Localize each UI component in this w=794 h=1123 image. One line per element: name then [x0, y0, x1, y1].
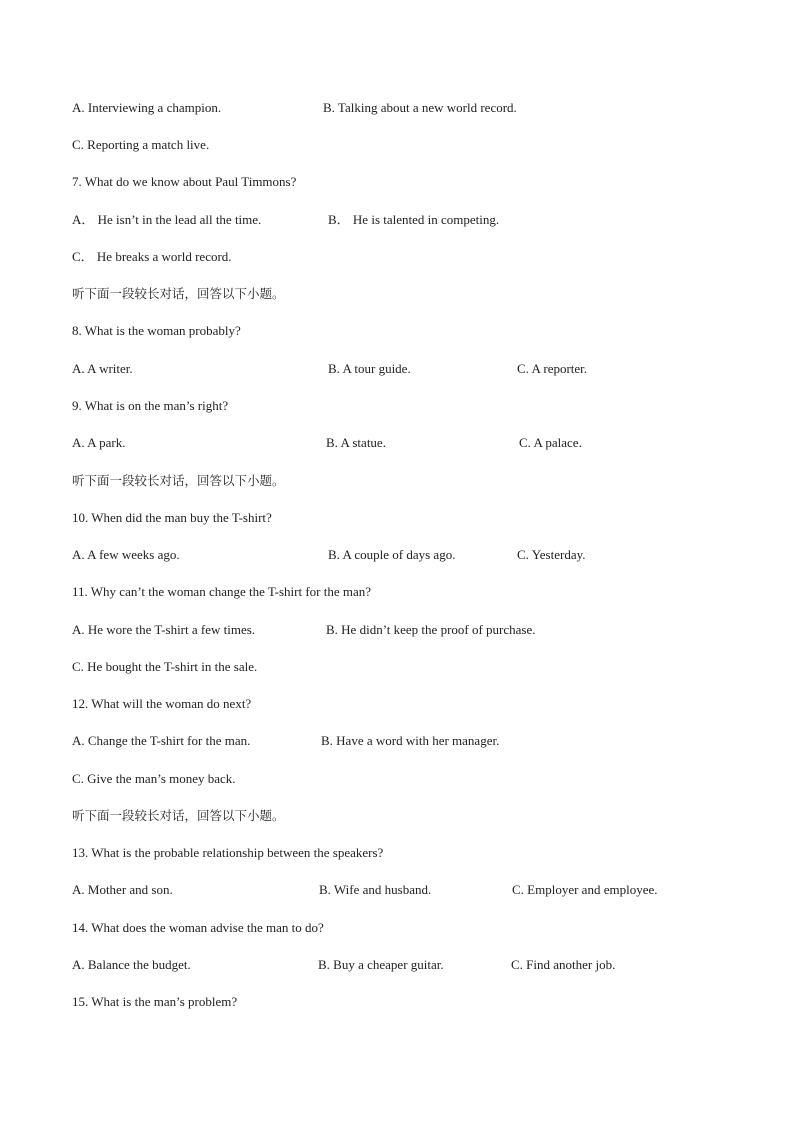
- option-a[interactable]: A. Mother and son.: [72, 882, 173, 897]
- question-10: 10. When did the man buy the T-shirt?: [72, 510, 272, 525]
- option-a[interactable]: A. A few weeks ago.: [72, 547, 180, 562]
- option-a[interactable]: A． He isn’t in the lead all the time.: [72, 212, 262, 227]
- option-c[interactable]: C． He breaks a world record.: [72, 249, 232, 264]
- option-a[interactable]: A. Interviewing a champion.: [72, 100, 222, 115]
- option-b[interactable]: B. Talking about a new world record.: [323, 100, 517, 115]
- option-a[interactable]: A. A park.: [72, 435, 126, 450]
- option-c[interactable]: C. Employer and employee.: [512, 882, 658, 897]
- option-b[interactable]: B． He is talented in competing.: [328, 212, 500, 227]
- option-a[interactable]: A. A writer.: [72, 361, 133, 376]
- option-c[interactable]: C. He bought the T-shirt in the sale.: [72, 659, 258, 674]
- option-b[interactable]: B. A tour guide.: [328, 361, 411, 376]
- question-15: 15. What is the man’s problem?: [72, 994, 238, 1009]
- option-b[interactable]: B. Wife and husband.: [319, 882, 432, 897]
- option-b[interactable]: B. A couple of days ago.: [328, 547, 456, 562]
- question-12: 12. What will the woman do next?: [72, 696, 252, 711]
- option-b[interactable]: B. Have a word with her manager.: [321, 733, 500, 748]
- option-c[interactable]: C. Yesterday.: [517, 547, 586, 562]
- option-a[interactable]: A. Change the T-shirt for the man.: [72, 733, 251, 748]
- section-heading: 听下面一段较长对话，回答以下小题。: [72, 286, 285, 301]
- option-c[interactable]: C. Give the man’s money back.: [72, 771, 236, 786]
- question-8: 8. What is the woman probably?: [72, 323, 241, 338]
- option-c[interactable]: C. Find another job.: [511, 957, 616, 972]
- option-b[interactable]: B. A statue.: [326, 435, 386, 450]
- question-13: 13. What is the probable relationship between the speakers?: [72, 845, 384, 860]
- question-11: 11. Why can’t the woman change the T-shirt for the man?: [72, 584, 372, 599]
- option-a[interactable]: A. He wore the T-shirt a few times.: [72, 622, 256, 637]
- option-c[interactable]: C. A reporter.: [517, 361, 588, 376]
- question-14: 14. What does the woman advise the man to do?: [72, 920, 324, 935]
- option-c[interactable]: C. A palace.: [519, 435, 582, 450]
- option-b[interactable]: B. He didn’t keep the proof of purchase.: [326, 622, 536, 637]
- option-c[interactable]: C. Reporting a match live.: [72, 137, 210, 152]
- option-b[interactable]: B. Buy a cheaper guitar.: [318, 957, 444, 972]
- option-a[interactable]: A. Balance the budget.: [72, 957, 191, 972]
- section-heading: 听下面一段较长对话，回答以下小题。: [72, 808, 285, 823]
- question-7: 7. What do we know about Paul Timmons?: [72, 174, 297, 189]
- question-9: 9. What is on the man’s right?: [72, 398, 229, 413]
- section-heading: 听下面一段较长对话，回答以下小题。: [72, 473, 285, 488]
